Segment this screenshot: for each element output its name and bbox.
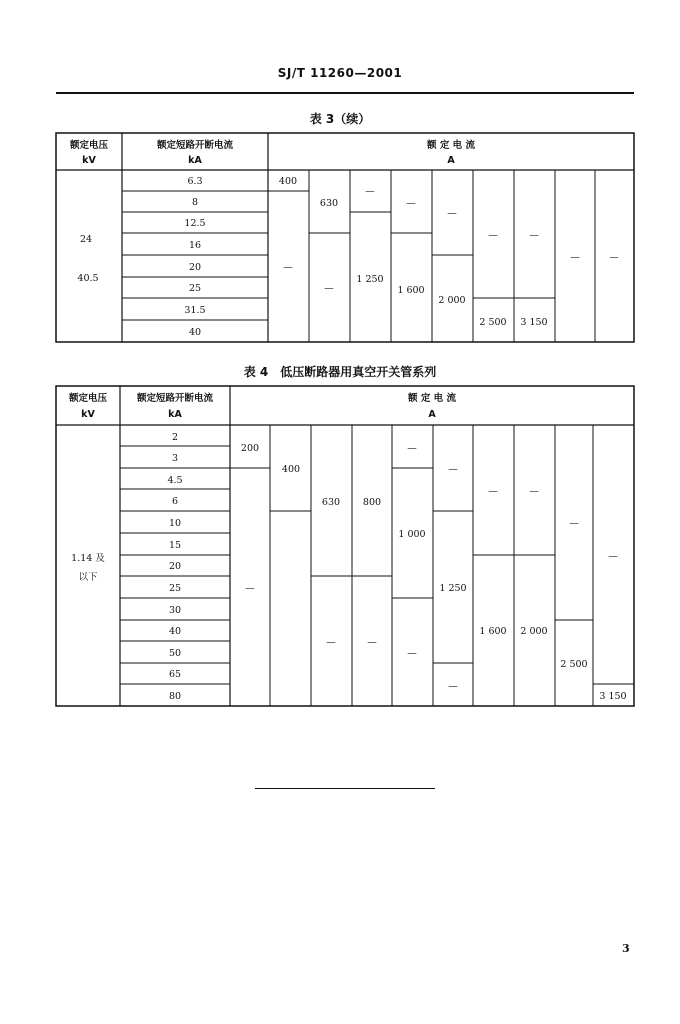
t3-dash: —: [324, 283, 334, 294]
t3-break-cell: 20: [188, 262, 202, 273]
t3-dash: —: [365, 186, 375, 197]
t4-voltage-line1: 1.14 及: [71, 553, 105, 564]
t3-dash: —: [283, 262, 293, 273]
t3-current-2500: 2 500: [479, 317, 507, 328]
t4-current-630: 630: [321, 497, 341, 508]
t4-dash: —: [608, 551, 618, 562]
t4-break-cell: 40: [168, 626, 182, 637]
t4-current-1250: 1 250: [439, 583, 467, 594]
t3-break-cell: 6.3: [187, 176, 203, 187]
t3-dash: —: [488, 230, 498, 241]
t4-h-current-unit: A: [428, 409, 436, 420]
t3-current-3150: 3 150: [520, 317, 548, 328]
t4-dash: —: [245, 583, 255, 594]
t4-break-cell: 3: [171, 453, 179, 464]
table3-caption: 表 3（续）: [309, 112, 371, 126]
t4-dash: —: [407, 443, 417, 454]
t3-break-cell: 25: [188, 283, 202, 294]
t3-current-2000: 2 000: [438, 295, 466, 306]
t4-current-2500: 2 500: [560, 659, 588, 670]
t4-dash: —: [407, 648, 417, 659]
t4-break-cell: 25: [168, 583, 182, 594]
t3-dash: —: [447, 208, 457, 219]
t3-dash: —: [529, 230, 539, 241]
t4-break-cell: 80: [168, 691, 182, 702]
t4-current-400: 400: [281, 464, 301, 475]
t3-dash: —: [570, 252, 580, 263]
t4-h-break: 额定短路开断电流: [136, 393, 214, 404]
t4-dash: —: [569, 518, 579, 529]
t4-current-800: 800: [362, 497, 382, 508]
t3-h-voltage-unit: kV: [82, 155, 96, 166]
page-number: 3: [622, 942, 630, 955]
t3-break-cell: 8: [191, 197, 199, 208]
t4-break-cell: 2: [171, 432, 179, 443]
t3-voltage-40-5: 40.5: [77, 273, 99, 284]
t3-dash: —: [406, 198, 416, 209]
t3-h-break: 额定短路开断电流: [156, 140, 234, 151]
t4-break-cell: 30: [168, 605, 182, 616]
t4-break-cell: 50: [168, 648, 182, 659]
t4-h-current: 额 定 电 流: [408, 393, 456, 404]
t3-h-current: 额 定 电 流: [427, 140, 475, 151]
t4-current-200: 200: [240, 443, 260, 454]
t4-voltage-line2: 以下: [78, 572, 98, 583]
t3-dash: —: [609, 252, 619, 263]
t3-current-400: 400: [278, 176, 298, 187]
t3-break-cell: 31.5: [184, 305, 206, 316]
end-rule: [255, 788, 435, 789]
t4-current-2000: 2 000: [520, 626, 548, 637]
t4-h-break-unit: kA: [168, 409, 182, 420]
t4-break-cell: 6: [171, 496, 179, 507]
t3-h-break-unit: kA: [188, 155, 202, 166]
t4-h-voltage: 额定电压: [68, 393, 108, 404]
t4-current-1000: 1 000: [398, 529, 426, 540]
t3-break-cell: 16: [188, 240, 202, 251]
t4-dash: —: [448, 464, 458, 475]
table4-border: [56, 386, 634, 706]
t4-dash: —: [488, 486, 498, 497]
t4-break-cell: 20: [168, 561, 182, 572]
t4-break-cell: 10: [168, 518, 182, 529]
t3-current-1250: 1 250: [356, 274, 384, 285]
t3-break-cell: 12.5: [184, 218, 206, 229]
t4-break-cell: 65: [168, 669, 182, 680]
t4-current-3150: 3 150: [599, 691, 627, 702]
t3-h-current-unit: A: [447, 155, 455, 166]
table4-caption: 表 4 低压断路器用真空开关管系列: [243, 365, 437, 379]
t3-current-1600: 1 600: [397, 285, 425, 296]
t4-current-1600: 1 600: [479, 626, 507, 637]
t4-dash: —: [326, 637, 336, 648]
t4-break-cell: 15: [168, 540, 182, 551]
t4-break-cell: 4.5: [167, 475, 183, 486]
t3-voltage-24: 24: [79, 234, 93, 245]
t4-dash: —: [529, 486, 539, 497]
t3-h-voltage: 额定电压: [69, 140, 109, 151]
t4-dash: —: [448, 681, 458, 692]
t3-current-630: 630: [319, 198, 339, 209]
t4-h-voltage-unit: kV: [81, 409, 95, 420]
t4-dash: —: [367, 637, 377, 648]
standard-header: SJ/T 11260—2001: [277, 66, 403, 80]
t3-break-cell: 40: [188, 327, 202, 338]
